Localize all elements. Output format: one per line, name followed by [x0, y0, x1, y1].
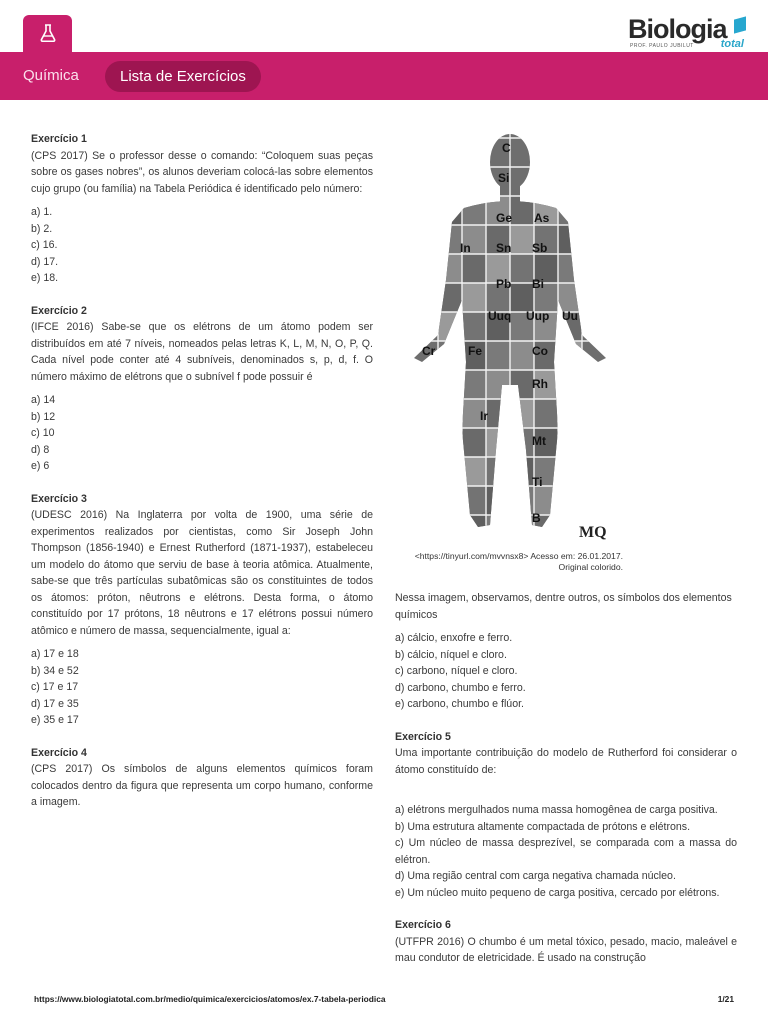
option: b) 12 [31, 410, 56, 423]
element-symbol: Uup [526, 309, 550, 323]
element-symbol: C [502, 141, 511, 155]
exercise-title: Exercício 6 [395, 919, 451, 931]
exercise-5 [395, 729, 737, 902]
logo-tagline: PROF. PAULO JUBILUT [630, 43, 694, 49]
biologia-total-logo[interactable] [628, 14, 746, 50]
option: b) 34 e 52 [31, 664, 79, 677]
exercise-statement: (IFCE 2016) Sabe-se que os elétrons de um átomo podem ser distribuídos em até 7 níveis, nomeados pelas letras K, L, M, N, O, P, Q. Cada nível pode conter até 4 subníveis, denominados s, p, d, f. O número máximo de elétrons que o subnível f pode possuir é [31, 321, 373, 383]
element-symbol: B [532, 511, 541, 525]
option: e) carbono, chumbo e flúor. [395, 698, 524, 710]
element-symbol: Bi [532, 277, 544, 291]
figure-signature: MQ [579, 524, 607, 541]
exercise-4-continuation [395, 590, 737, 713]
element-symbol: Sb [532, 241, 548, 255]
element-symbol: Ge [496, 211, 513, 225]
element-symbol: Uu [562, 309, 578, 323]
exercise-statement: Nessa imagem, observamos, dentre outros, os símbolos dos elementos químicos [395, 592, 732, 621]
exercise-1 [31, 131, 373, 287]
logo-cube-icon [734, 16, 746, 33]
element-symbol: Mt [532, 434, 546, 448]
element-symbol: Si [498, 171, 510, 185]
option: b) cálcio, níquel e cloro. [395, 648, 507, 661]
exercise-title: Exercício 1 [31, 133, 87, 145]
left-column [31, 131, 373, 811]
exercise-title: Exercício 5 [395, 730, 451, 743]
element-symbol: Rh [532, 377, 548, 391]
element-symbol: Ir [480, 409, 489, 423]
option: c) Um núcleo de massa desprezível, se comparada com a massa do elétron. [395, 837, 737, 866]
option: a) elétrons mergulhados numa massa homogênea de carga positiva. [395, 804, 718, 816]
exercise-4 [31, 745, 373, 811]
option: e) 18. [31, 272, 59, 284]
figure-note: Original colorido. [558, 562, 623, 572]
option: a) cálcio, enxofre e ferro. [395, 632, 513, 644]
option: a) 14 [31, 394, 56, 406]
option: c) 16. [31, 239, 58, 251]
exercise-6 [395, 917, 737, 967]
option: d) Uma região central com carga negativa chamada núcleo. [395, 870, 676, 882]
exercise-2 [31, 303, 373, 475]
exercise-statement: (UDESC 2016) Na Inglaterra por volta de 1900, uma série de experimentos realizados por cientistas, como Sir Joseph John Thompson (1856-1940) e Ernest Rutherford (1871-1937), estabeleceu um modelo do átomo que serviu de base à teoria atômica. Atualmente, sabe-se que três partículas subatômicas são os constituintes de todos os átomos: próton, nêutrons e elétrons. Desta forma, o átomo constituído por 17 prótons, 18 nêutrons e 17 elétrons possui número atômico e número de massa, sequencialmente, igual a: [31, 509, 373, 637]
element-symbol: Co [532, 344, 548, 358]
option: c) 17 e 17 [31, 681, 79, 693]
periodic-body-figure [392, 130, 628, 545]
option: a) 1. [31, 206, 53, 218]
subject-tab[interactable] [23, 15, 72, 55]
exercise-title: Exercício 2 [31, 304, 87, 317]
option: e) Um núcleo muito pequeno de carga positiva, cercado por elétrons. [395, 886, 720, 899]
option: d) 17 e 35 [31, 697, 79, 710]
subject-link[interactable]: Química [23, 67, 79, 84]
option: b) 2. [31, 222, 53, 235]
exercise-title: Exercício 4 [31, 746, 87, 759]
option: d) 17. [31, 255, 59, 268]
exercise-statement: (CPS 2017) Se o professor desse o comando: “Coloquem suas peças sobre os gases nobres”, os alunos deveriam colocá-las sobre elementos cujo grupo (ou família) na Tabela Periódica é identificado pelo número: [31, 149, 373, 195]
element-symbol: Pb [496, 277, 512, 291]
figure-source: <https://tinyurl.com/mvvnsx8> Acesso em: 26.01.2017. [414, 551, 623, 561]
right-column [395, 590, 737, 967]
section-pill[interactable]: Lista de Exercícios [105, 61, 261, 92]
option: d) carbono, chumbo e ferro. [395, 681, 526, 694]
flask-icon [40, 24, 56, 47]
option: d) 8 [31, 443, 50, 456]
logo-brand: Biologia [628, 14, 727, 44]
exercise-title: Exercício 3 [31, 492, 87, 505]
exercise-statement: Uma importante contribuição do modelo de Rutherford foi considerar o átomo constituído de: [395, 747, 737, 776]
footer-url[interactable]: https://www.biologiatotal.com.br/medio/quimica/exercicios/atomos/ex.7-tabela-periodica [34, 994, 386, 1004]
exercise-statement: (UTFPR 2016) O chumbo é um metal tóxico, pesado, macio, maleável e mau condutor de eletricidade. É usado na construção [395, 935, 737, 964]
logo-suffix: total [720, 38, 744, 50]
option: c) 10 [31, 427, 55, 439]
element-symbol: Ti [532, 475, 543, 489]
element-symbol: As [534, 211, 550, 225]
exercise-3 [31, 491, 373, 729]
exercise-statement: (CPS 2017) Os símbolos de alguns elementos químicos foram colocados dentro da figura que representa um corpo humano, conforme a imagem. [31, 763, 373, 808]
figure-caption [395, 551, 623, 573]
body-tiles [392, 130, 628, 545]
element-symbol: Cr [422, 344, 436, 358]
element-symbol: Sn [496, 241, 512, 255]
option: c) carbono, níquel e cloro. [395, 665, 518, 677]
element-symbol: In [460, 241, 471, 255]
page-number: 1/21 [717, 994, 734, 1004]
header-bar [0, 52, 768, 100]
option: a) 17 e 18 [31, 648, 79, 660]
element-symbol: Fe [468, 344, 483, 358]
option: e) 35 e 17 [31, 714, 79, 726]
option: e) 6 [31, 460, 50, 472]
element-symbol: Uuq [488, 309, 512, 323]
option: b) Uma estrutura altamente compactada de prótons e elétrons. [395, 820, 691, 833]
